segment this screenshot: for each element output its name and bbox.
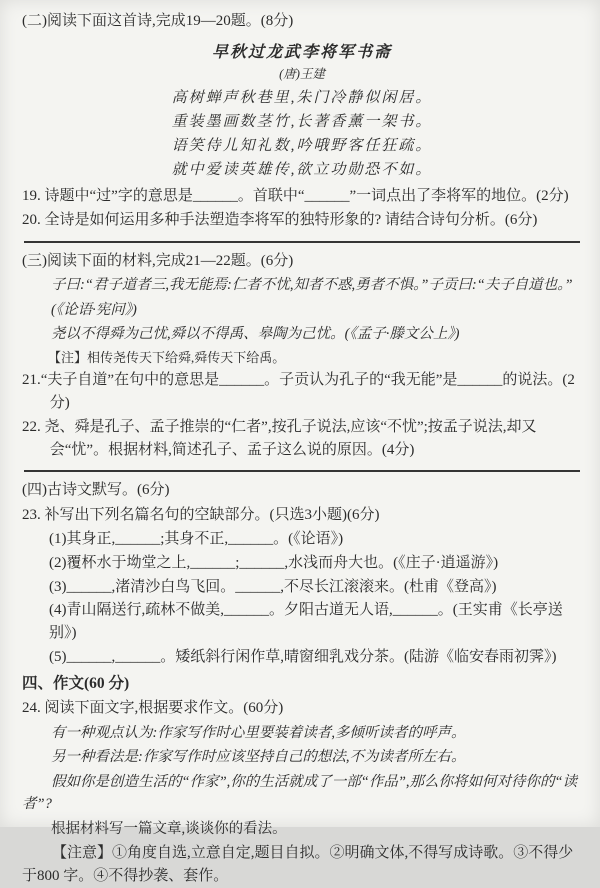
question-21: 21.“夫子自道”在句中的意思是______。子贡认为孔子的“我无能”是______的说法。(2分) (22, 372, 575, 411)
poem-line: 重装墨画数茎竹,长著香薰一架书。 (171, 113, 433, 130)
essay-notice: 【注意】①角度自选,立意自定,题目自拟。②明确文体,不得写成诗歌。③不得少于800 字。④不得抄袭、套作。 (22, 844, 574, 885)
question-20: 20. 全诗是如何运用多种手法塑造李将军的独特形象的? 请结合诗句分析。(6分) (22, 212, 538, 229)
material-text-1: 子曰:“君子道者三,我无能焉:仁者不忧,知者不惑,勇者不惧。”子贡曰:“夫子自道也。” (51, 277, 573, 294)
essay-prompt-3: 假如你是创造生活的“作家”,你的生活就成了一部“作品”,那么你将如何对待你的“读者”? (22, 773, 578, 813)
dictation-item-1: (1)其身正,______;其身不正,______。(《论语》) (49, 531, 344, 548)
material-note: 【注】相传尧传天下给舜,舜传天下给禹。 (48, 349, 286, 365)
section-divider (24, 470, 580, 472)
poem-block (22, 39, 582, 183)
material-text-2: 尧以不得舜为己忧,舜以不得禹、皋陶为己忧。(《孟子·滕文公上》) (51, 326, 460, 343)
essay-prompt-1: 有一种观点认为:作家写作时心里要装着读者,多倾听读者的呼声。 (51, 724, 466, 741)
dictation-item-5: (5)______,______。矮纸斜行闲作草,晴窗细乳戏分茶。(陆游《临安春雨初霁》) (49, 649, 557, 666)
question-22: 22. 尧、舜是孔子、孟子推崇的“仁者”,按孔子说法,应该“不忧”;按孟子说法,却又会“忧”。根据材料,简述孔子、孟子这么说的原因。(4分) (22, 419, 537, 458)
poem-line: 语笑侍儿知礼数,吟哦野客任狂疏。 (171, 138, 433, 155)
material-text-1-source: (《论语·宪问》) (51, 301, 137, 318)
section-poetry-header: (二)阅读下面这首诗,完成19—20题。(8分) (22, 13, 294, 29)
question-24: 24. 阅读下面文字,根据要求作文。(60分) (22, 700, 284, 717)
essay-prompt-4: 根据材料写一篇文章,谈谈你的看法。 (51, 820, 287, 837)
section-essay-header: 四、作文(60 分) (22, 674, 130, 692)
section-dictation-header: (四)古诗文默写。(6分) (22, 482, 170, 499)
poem-line: 就中爱读英雄传,欲立功勋恐不如。 (171, 162, 433, 179)
question-23: 23. 补写出下列名篇名句的空缺部分。(只选3小题)(6分) (22, 506, 380, 523)
poem-line: 高树蝉声秋巷里,朱门冷静似闲居。 (171, 89, 433, 106)
section-material-header: (三)阅读下面的材料,完成21—22题。(6分) (22, 252, 294, 269)
essay-prompt-2: 另一种看法是:作家写作时应该坚持自己的想法,不为读者所左右。 (51, 749, 466, 766)
poem-author: (唐)王建 (279, 66, 325, 81)
dictation-item-2: (2)覆杯水于坳堂之上,______;______,水浅而舟大也。(《庄子·逍遥游》) (49, 554, 499, 571)
poem-title: 早秋过龙武李将军书斋 (211, 43, 392, 61)
question-19: 19. 诗题中“过”字的意思是______。首联中“______”一词点出了李将军的地位。(2分) (22, 187, 569, 204)
section-divider (24, 241, 580, 243)
dictation-item-3: (3)______,渚清沙白鸟飞回。______,不尽长江滚滚来。(杜甫《登高》) (49, 578, 497, 595)
dictation-item-4: (4)青山隔送行,疏林不做美,______。夕阳古道无人语,______。(王实甫《长亭送别》) (49, 602, 563, 642)
